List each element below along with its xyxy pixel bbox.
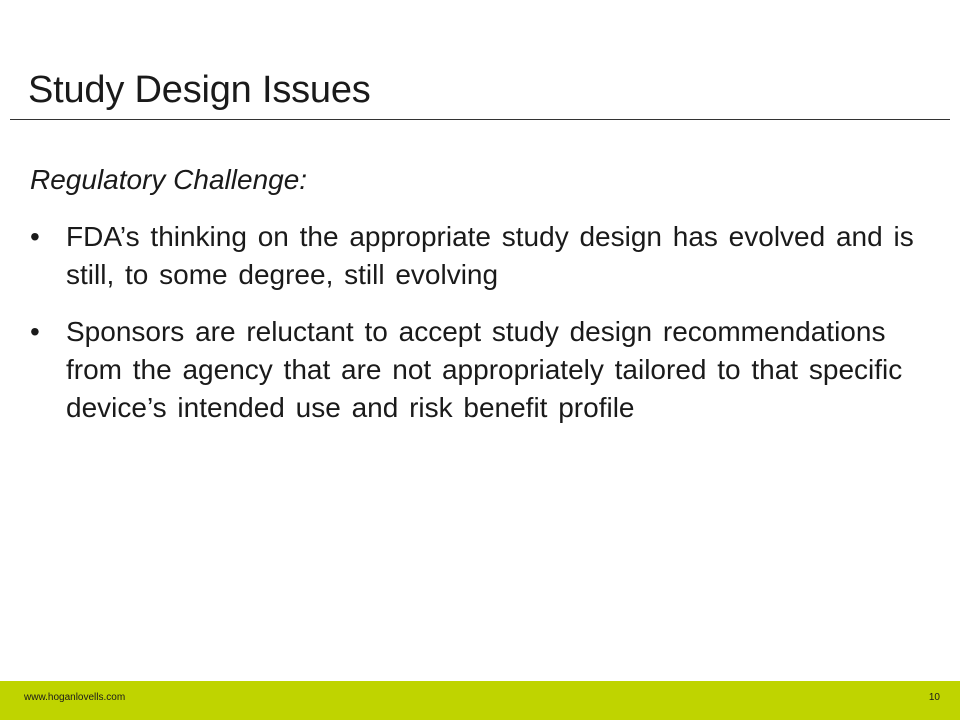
title-divider xyxy=(10,119,950,120)
bullet-marker: • xyxy=(30,221,40,252)
bullet-list xyxy=(30,218,920,446)
bullet-text: Sponsors are reluctant to accept study design recommendations from the agency that are not appropriately tailored to that specific device’s intended use and risk benefit profile xyxy=(66,316,903,423)
footer-url[interactable]: www.hoganlovells.com xyxy=(24,692,126,703)
bullet-item-1 xyxy=(30,218,920,294)
subheading: Regulatory Challenge: xyxy=(30,164,308,195)
slide-title: Study Design Issues xyxy=(28,69,371,111)
footer-bar xyxy=(0,681,960,720)
bullet-item-2 xyxy=(30,313,920,427)
bullet-marker: • xyxy=(30,316,40,347)
bullet-text: FDA’s thinking on the appropriate study design has evolved and is still, to some degree, still evolving xyxy=(66,221,914,290)
page-number: 10 xyxy=(928,692,940,703)
